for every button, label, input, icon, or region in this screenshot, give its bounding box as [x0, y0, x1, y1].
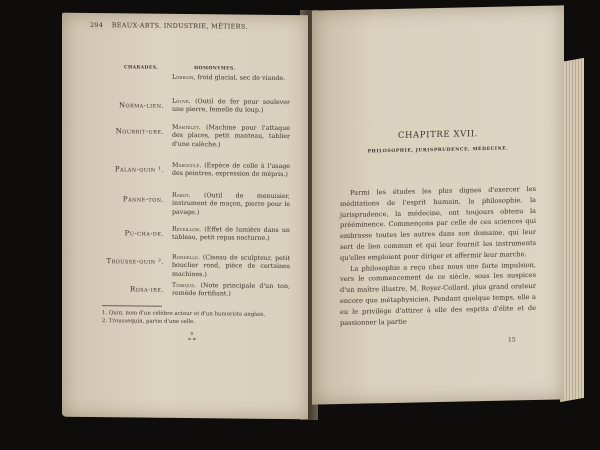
footnote: 1. Quin, nom d'un célèbre acteur et d'un humoriste anglais.	[102, 310, 266, 318]
footnote-rule	[102, 305, 162, 307]
homonyme-gloss: . (Note principale d'un ton, remède fortifiant.)	[172, 282, 290, 298]
homonyme-word: Réveillon	[172, 225, 200, 234]
body-text	[340, 184, 536, 328]
homonyme-word: Tonique	[172, 281, 195, 290]
homonyme-word: Lorrain	[172, 73, 194, 82]
charade-word: Rosa-ire.	[130, 285, 164, 294]
homonyme-gloss: . (Effet de lumière dans un tableau, petit repas nocturne.)	[172, 226, 290, 243]
charade-word: Palan-quin ¹.	[114, 165, 164, 174]
charade-word: Pu-cha-de.	[124, 229, 164, 238]
homonyme-word: Louve	[172, 97, 189, 106]
entry-row	[62, 73, 308, 83]
homonyme-definition	[172, 98, 290, 116]
homonyme-definition	[172, 124, 290, 150]
homonyme-definition	[172, 162, 290, 180]
homonyme-word: Mantelet	[172, 123, 199, 132]
paragraph: Parmi les études les plus dignes d'exercer les méditations de l'esprit humain, la philosophie, la jurisprudence, la médecine, ont toujours obtenu la prééminence. Commençons par celle de ces sciences qui embrasse toutes les autres dans son domaine, qui leur sert de lien commun et qui leur fournit les instruments qu'elles emploient pour diriger et affermir leur marche.	[340, 184, 536, 262]
running-head-text: BEAUX-ARTS. INDUSTRIE, MÉTIERS.	[111, 21, 248, 31]
homonyme-word: Marouflé	[172, 161, 200, 170]
entry-row	[62, 191, 308, 216]
homonyme-gloss: . (Espèce de colle à l'usage des peintres, expression de mépris.)	[172, 162, 290, 179]
homonyme-definition	[172, 282, 290, 300]
homonyme-definition	[172, 226, 290, 244]
left-page	[62, 13, 308, 420]
footnotes	[102, 309, 292, 327]
homonyme-gloss: . (Outil de menuisier, instrument de maçon, pierre pour le pavage.)	[172, 192, 290, 216]
homonyme-gloss: . (Machine pour l'attaque des places, petit manteau, tablier d'une calèche.)	[172, 124, 290, 149]
entry-row	[62, 161, 308, 179]
entry-row	[62, 253, 308, 279]
right-page	[312, 5, 564, 404]
homonyme-gloss: , froid glacial, sec de viande.	[193, 74, 286, 83]
charade-word: Nourrit-ure.	[115, 127, 164, 136]
entry-row	[62, 123, 308, 149]
column-heading-charades: CHARADES.	[124, 65, 159, 71]
entry-row	[62, 97, 308, 115]
chapter-title: CHAPITRE XVII.	[397, 129, 479, 141]
charade-word: Norma-lien.	[118, 101, 164, 110]
entry-row	[62, 225, 308, 243]
homonyme-definition	[172, 192, 290, 218]
column-heading-homonymes: HOMONYMES.	[194, 66, 236, 72]
footnote: 2. Troussequin, partie d'une selle.	[102, 318, 196, 326]
charade-word	[80, 73, 164, 74]
signature-mark: 15	[508, 336, 516, 344]
homonyme-gloss: . (Outil de fer pour soulever une pierre, femelle du loup.)	[172, 98, 290, 115]
charade-word: Panne-ton.	[122, 195, 164, 204]
homonyme-word: Rabot	[172, 191, 189, 200]
entry-row	[62, 281, 308, 298]
charade-word: Trousse-quin ².	[106, 257, 164, 266]
ornament-fleuron: ஃ	[188, 332, 196, 344]
paragraph: La philosophie a reçu chez nous une forte impulsion, vers le commencement de ce siècle, sous les auspices d'un maître illustre, M. Royer-Collard, plus grand orateur encore que métaphysicien. Pendant quelque temps, elle a eu le privilège d'attirer à elle des esprits d'élite et de passionner la partie	[340, 260, 536, 327]
chapter-subtitle: PHILOSOPHIE, JURISPRUDENCE, MÉDECINE.	[367, 146, 509, 155]
homonyme-definition	[172, 254, 290, 280]
running-head	[90, 21, 248, 31]
homonyme-definition	[172, 74, 290, 84]
homonyme-word: Rondelle	[172, 253, 198, 262]
page-number: 294	[90, 21, 104, 30]
homonyme-gloss: . (Ciseau de sculpteur, petit bouclier rond, pièce de certaines machines.)	[172, 254, 290, 279]
